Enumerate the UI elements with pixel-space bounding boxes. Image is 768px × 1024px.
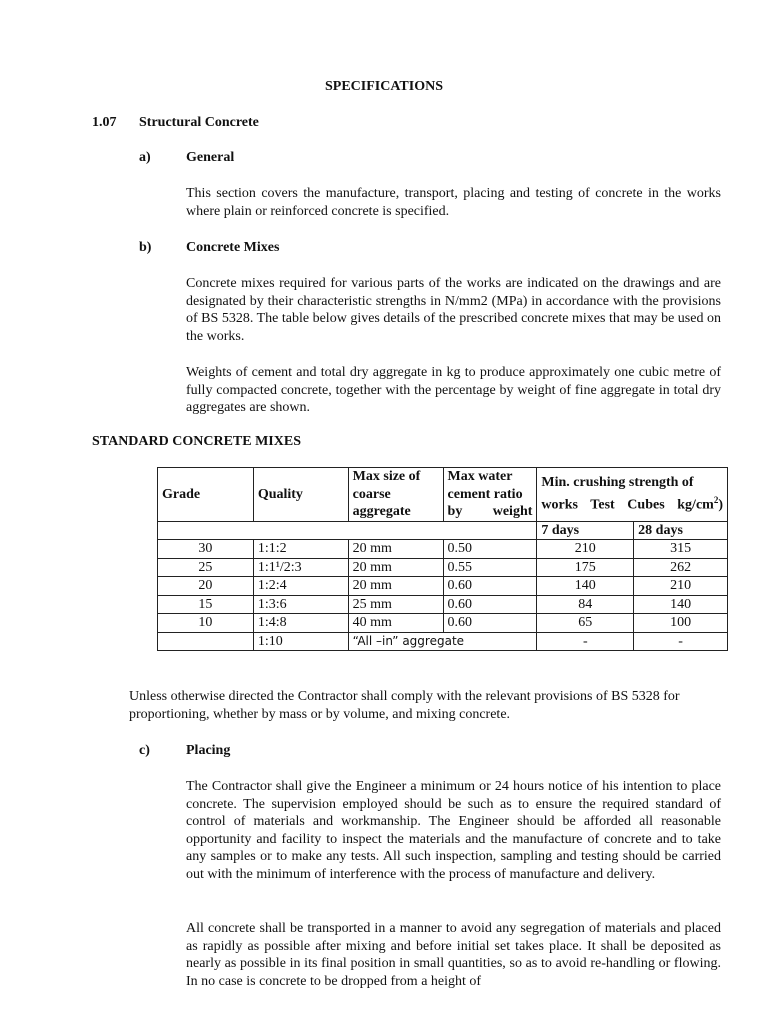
cell-grade-empty: [158, 632, 254, 651]
header-max-water: Max water cement ratio by weight: [443, 468, 537, 522]
general-paragraph: This section covers the manufacture, transport, placing and testing of concrete in the works where plain or reinforced concrete is specified.: [186, 186, 721, 219]
header-7-days: 7 days: [537, 521, 634, 540]
table-row: [158, 540, 728, 559]
table-row: [158, 577, 728, 596]
mixes-paragraph-1: Concrete mixes required for various parts of the works are indicated on the drawings and are designated by their characteristic strengths in N/mm2 (MPa) in accordance with the provisions of BS 5328. The table below gives details of the prescribed concrete mixes that may be used on the works.: [186, 276, 721, 344]
cell-7-days: -: [537, 632, 634, 651]
header-strength: [537, 468, 728, 522]
cell-28-days: 140: [634, 595, 728, 614]
cell-quality: 1:1:2: [253, 540, 348, 559]
cell-size: 20 mm: [348, 540, 443, 559]
subsection-title-general: General: [186, 150, 235, 165]
cell-7-days: 65: [537, 614, 634, 633]
table-row: [158, 558, 728, 577]
header-grade: Grade: [158, 468, 254, 522]
concrete-mix-table: [157, 467, 728, 651]
section-number: 1.07: [92, 115, 117, 130]
cell-all-in-aggregate: “All –in” aggregate: [348, 632, 537, 651]
table-row: [158, 614, 728, 633]
cell-grade: 25: [158, 558, 254, 577]
header-strength-text: Min. crushing strength of works Test Cubes kg/cm: [541, 475, 714, 513]
cell-ratio: 0.50: [443, 540, 537, 559]
cell-28-days: 100: [634, 614, 728, 633]
placing-paragraph-1: The Contractor shall give the Engineer a minimum or 24 hours notice of his intention to place concrete. The supervision employed should be such as to ensure the required standard of control of materials and workmanship. The Engineer should be afforded all reasonable opportunity and facility to inspect the materials and the manufacture of concrete and to take any samples or to make any tests. All such inspection, sampling and testing should be carried out with the minimum of interference with the process of manufacture and delivery.: [186, 779, 721, 882]
subheader-spacer: [158, 521, 537, 540]
cell-quality: 1:1¹/2:3: [253, 558, 348, 577]
mixes-paragraph-2: Weights of cement and total dry aggregate in kg to produce approximately one cubic metre of fully compacted concrete, together with the percentage by weight of fine aggregate in total dry aggregates are shown.: [186, 365, 721, 416]
cell-ratio: 0.60: [443, 577, 537, 596]
header-28-days: 28 days: [634, 521, 728, 540]
cell-quality: 1:2:4: [253, 577, 348, 596]
cell-ratio: 0.55: [443, 558, 537, 577]
cell-ratio: 0.60: [443, 595, 537, 614]
cell-grade: 10: [158, 614, 254, 633]
subsection-letter-placing: c): [139, 743, 150, 758]
cell-7-days: 175: [537, 558, 634, 577]
cell-quality: 1:10: [253, 632, 348, 651]
subsection-title-placing: Placing: [186, 743, 231, 758]
cell-quality: 1:3:6: [253, 595, 348, 614]
cell-7-days: 210: [537, 540, 634, 559]
cell-quality: 1:4:8: [253, 614, 348, 633]
table-heading: STANDARD CONCRETE MIXES: [92, 434, 301, 449]
subsection-letter-mixes: b): [139, 240, 152, 255]
cell-grade: 30: [158, 540, 254, 559]
header-max-size: Max size of coarse aggregate: [348, 468, 443, 522]
cell-28-days: 210: [634, 577, 728, 596]
cell-grade: 15: [158, 595, 254, 614]
cell-size: 40 mm: [348, 614, 443, 633]
subsection-letter-general: a): [139, 150, 151, 165]
placing-paragraph-2: All concrete shall be transported in a manner to avoid any segregation of materials and placed as rapidly as possible after mixing and before initial set takes place. It shall be deposited as nearly as possible in its final position in small quantities, so as to avoid re-handling or flowing. In no case is concrete to be dropped from a height of: [186, 921, 721, 989]
cell-ratio: 0.60: [443, 614, 537, 633]
cell-grade: 20: [158, 577, 254, 596]
cell-28-days: 262: [634, 558, 728, 577]
cell-28-days: 315: [634, 540, 728, 559]
subsection-title-mixes: Concrete Mixes: [186, 240, 280, 255]
cell-size: 20 mm: [348, 577, 443, 596]
cell-7-days: 84: [537, 595, 634, 614]
header-strength-close: ): [718, 497, 723, 513]
header-quality: Quality: [253, 468, 348, 522]
cell-7-days: 140: [537, 577, 634, 596]
page-title: SPECIFICATIONS: [325, 79, 443, 94]
header-strength-sup: 2: [713, 494, 719, 505]
section-title: Structural Concrete: [139, 115, 259, 130]
table-row: [158, 632, 728, 651]
cell-28-days: -: [634, 632, 728, 651]
cell-size: 25 mm: [348, 595, 443, 614]
cell-size: 20 mm: [348, 558, 443, 577]
table-row: [158, 595, 728, 614]
proportioning-note: Unless otherwise directed the Contractor shall comply with the relevant provisions of BS 5328 for proportioning, whether by mass or by volume, and mixing concrete.: [129, 689, 680, 722]
